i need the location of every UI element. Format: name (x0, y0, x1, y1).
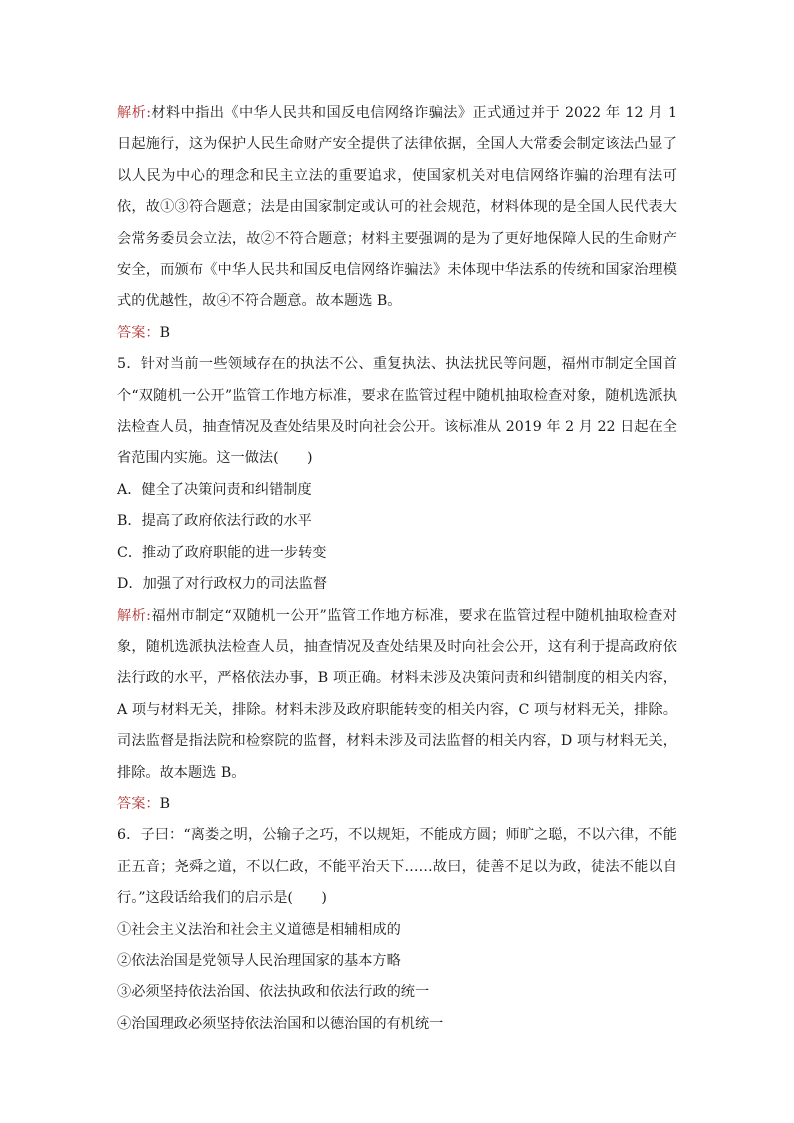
q4-answer (117, 318, 677, 349)
q4-analysis (117, 98, 677, 318)
q6-item-3: ③必须坚持依法治国、依法执政和依法行政的统一 (117, 984, 430, 1001)
analysis-text: 材料中指出《中华人民共和国反电信网络诈骗法》正式通过并于 2022 年 12 月 1 日起施行，这为保护人民生命财产安全提供了法律依据，全国人大常委会制定该法凸显了以人民为中心的理念和民主立法的重要追求，使国家机关对电信网络诈骗的治理有法可依，故①③符合题意；法是由国家制定或认可的社会规范，材料体现的是全国人民代表大会常务委员会立法，故②不符合题意；材料主要强调的是为了更好地保障人民的生命财产安全，而颁布《中华人民共和国反电信网络诈骗法》未体现中华法系的传统和国家治理模式的优越性，故④不符合题意。故本题选 B。 (117, 105, 678, 310)
answer-label: 答案： (117, 324, 160, 341)
document-page (117, 98, 677, 1040)
q5-answer (117, 789, 677, 820)
answer-value: B (159, 795, 171, 812)
q6-item-4: ④治国理政必须坚持依法治国和以德治国的有机统一 (117, 1015, 444, 1032)
q5-option-b: B．提高了政府依法行政的水平 (117, 513, 312, 530)
analysis-text: 福州市制定“双随机一公开”监管工作地方标准，要求在监管过程中随机抽取检查对象，随机选派执法检查人员，抽查情况及查处结果及时向社会公开，这有利于提高政府依法行政的水平，严格依法办事，B 项正确。材料未涉及决策问责和纠错制度的相关内容，A 项与材料无关，排除。材料未涉及政府职能转变的相关内容，C 项与材料无关，排除。司法监督是指法院和检察院的监督，材料未涉及司法监督的相关内容，D 项与材料无关，排除。故本题选 B。 (117, 607, 677, 781)
q5-option-c: C．推动了政府职能的进一步转变 (117, 544, 327, 561)
analysis-label: 解析: (117, 607, 151, 624)
q5-option-a: A．健全了决策问责和纠错制度 (117, 481, 312, 498)
q6-item-2: ②依法治国是党领导人民治理国家的基本方略 (117, 952, 401, 969)
q5-option-d: D．加强了对行政权力的司法监督 (117, 576, 328, 593)
analysis-label: 解析: (117, 105, 151, 121)
answer-label: 答案： (117, 795, 160, 812)
q5-stem: 5．针对当前一些领域存在的执法不公、重复执法、执法扰民等问题，福州市制定全国首个“双随机一公开”监管工作地方标准，要求在监管过程中随机抽取检查对象，随机选派执法检查人员，抽查情况及查处结果及时向社会公开。该标准从 2019 年 2 月 22 日起在全省范围内实施。这一做法( ) (117, 356, 677, 467)
q6-stem: 6．子曰：“离娄之明，公输子之巧，不以规矩，不能成方圆；师旷之聪，不以六律，不能正五音；尧舜之道，不以仁政，不能平治天下……故曰，徒善不足以为政，徒法不能以自行。”这段话给我们的启示是( ) (117, 827, 677, 907)
q5-analysis (117, 601, 677, 789)
answer-value: B (159, 324, 171, 341)
q6-item-1: ①社会主义法治和社会主义道德是相辅相成的 (117, 921, 401, 938)
